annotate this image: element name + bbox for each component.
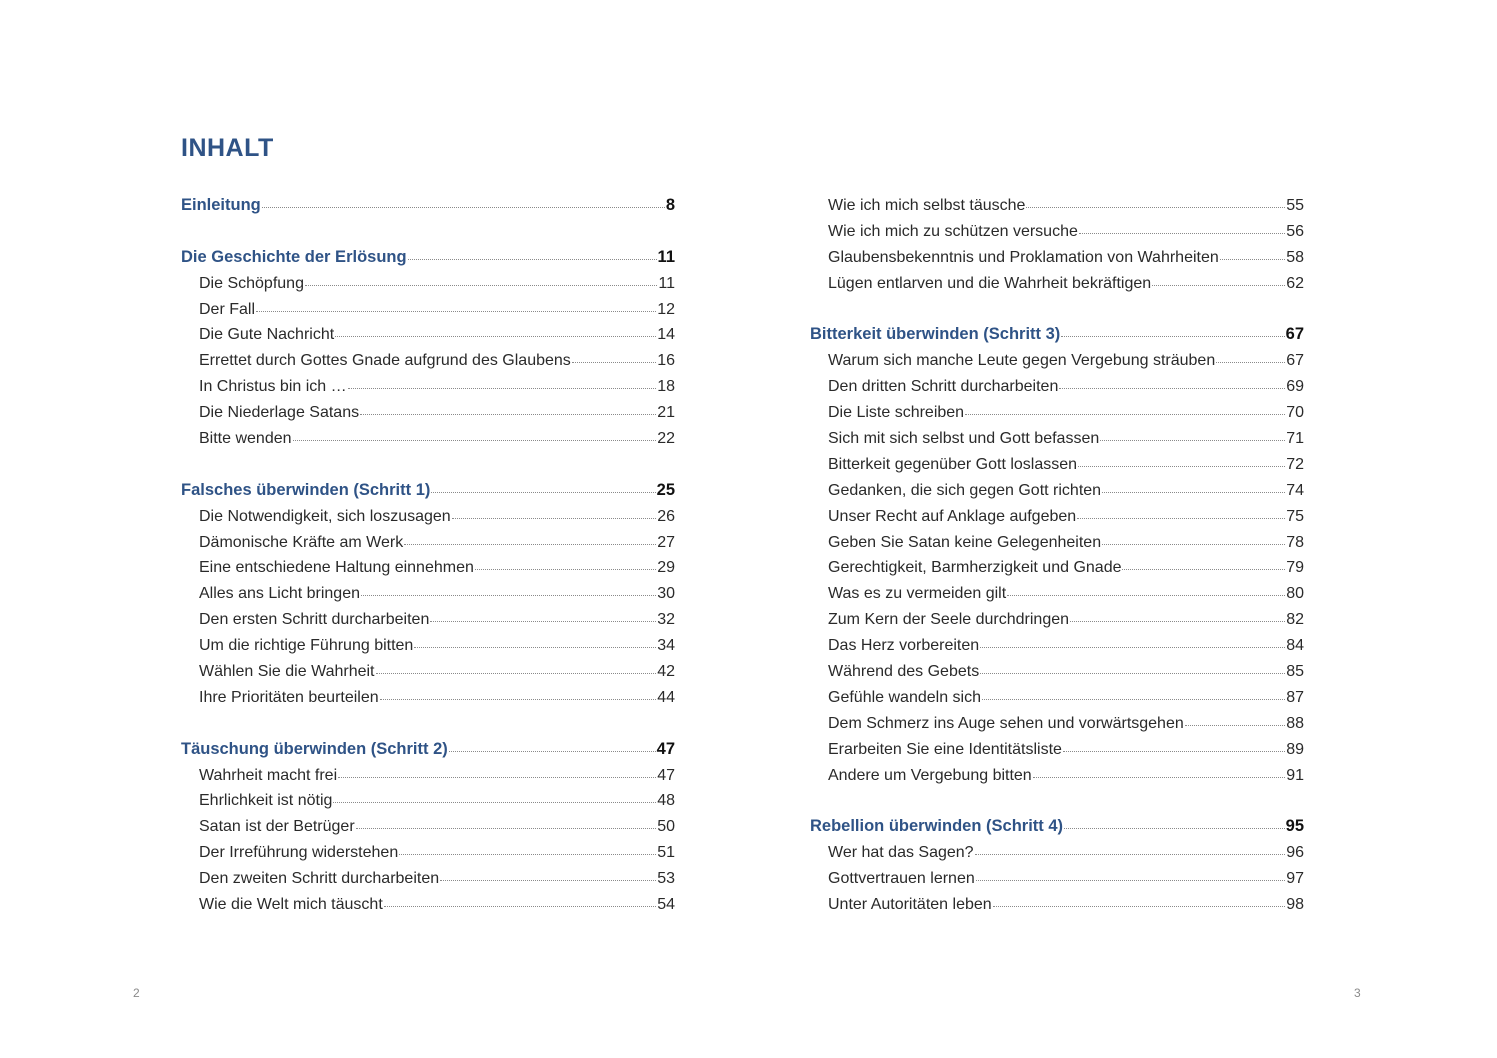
toc-section-entry[interactable]	[810, 219, 1304, 245]
toc-entry-label: Warum sich manche Leute gegen Vergebung sträuben	[828, 352, 1216, 370]
toc-chapter-entry[interactable]	[810, 814, 1304, 840]
toc-entry-label: Während des Gebets	[828, 663, 980, 681]
dot-leader	[305, 285, 657, 286]
toc-entry-label: Den dritten Schritt durcharbeiten	[828, 378, 1059, 396]
toc-entry-page: 72	[1286, 455, 1304, 473]
toc-entry-page: 47	[657, 766, 675, 784]
toc-entry-page: 54	[657, 896, 675, 914]
toc-section-entry[interactable]	[810, 840, 1304, 866]
dot-leader	[256, 311, 656, 312]
toc-entry-page: 82	[1286, 611, 1304, 629]
toc-section-entry[interactable]	[181, 892, 675, 918]
toc-entry-label: Das Herz vorbereiten	[828, 637, 980, 655]
toc-entry-page: 34	[657, 637, 675, 655]
toc-entry-label: Rebellion überwinden (Schritt 4)	[810, 817, 1064, 836]
toc-entry-label: Andere um Vergebung bitten	[828, 766, 1032, 784]
toc-entry-label: Die Niederlage Satans	[199, 404, 360, 422]
toc-entry-label: Gefühle wandeln sich	[828, 688, 981, 706]
dot-leader	[1102, 544, 1285, 545]
toc-spacer	[810, 788, 1304, 814]
toc-entry-page: 79	[1286, 559, 1304, 577]
dot-leader	[1064, 828, 1285, 829]
dot-leader	[348, 388, 657, 389]
toc-section-entry[interactable]	[810, 400, 1304, 426]
toc-entry-page: 89	[1286, 740, 1304, 758]
toc-entry-page: 97	[1286, 870, 1304, 888]
toc-entry-label: Den zweiten Schritt durcharbeiten	[199, 870, 440, 888]
toc-spacer	[181, 711, 675, 737]
toc-entry-page: 32	[657, 611, 675, 629]
toc-entry-page: 8	[665, 196, 675, 214]
dot-leader	[408, 259, 657, 260]
dot-leader	[384, 906, 656, 907]
toc-entry-page: 29	[657, 559, 675, 577]
toc-section-entry[interactable]	[181, 400, 675, 426]
dot-leader	[475, 569, 656, 570]
toc-section-entry[interactable]	[181, 581, 675, 607]
toc-entry-page: 18	[657, 378, 675, 396]
toc-entry-page: 14	[657, 326, 675, 344]
dot-leader	[452, 518, 657, 519]
toc-section-entry[interactable]	[810, 866, 1304, 892]
toc-entry-page: 12	[657, 300, 675, 318]
toc-section-entry[interactable]	[810, 659, 1304, 685]
toc-section-entry[interactable]	[810, 892, 1304, 918]
toc-entry-page: 51	[657, 844, 675, 862]
toc-entry-page: 62	[1286, 274, 1304, 292]
toc-entry-page: 55	[1286, 197, 1304, 214]
toc-entry-page: 48	[657, 792, 675, 810]
toc-section-entry[interactable]	[181, 814, 675, 840]
dot-leader	[976, 880, 1285, 881]
toc-section-entry[interactable]	[810, 478, 1304, 504]
toc-entry-label: Die Gute Nachricht	[199, 326, 335, 344]
dot-leader	[449, 751, 656, 752]
toc-section-entry[interactable]	[810, 555, 1304, 581]
toc-section-entry[interactable]	[181, 297, 675, 323]
toc-entry-label: Einleitung	[181, 196, 261, 214]
toc-entry-page: 67	[1285, 325, 1304, 344]
toc-entry-label: Gottvertrauen lernen	[828, 870, 975, 888]
toc-section-entry[interactable]	[810, 374, 1304, 400]
dot-leader	[1033, 777, 1286, 778]
toc-entry-label: Satan ist der Betrüger	[199, 818, 355, 836]
dot-leader	[431, 492, 655, 493]
dot-leader	[572, 362, 656, 363]
dot-leader	[1026, 207, 1285, 208]
dot-leader	[293, 440, 657, 441]
toc-spacer	[810, 297, 1304, 323]
toc-spacer	[181, 219, 675, 245]
toc-entry-page: 27	[657, 533, 675, 551]
toc-entry-label: Wahrheit macht frei	[199, 766, 338, 784]
toc-chapter-entry[interactable]	[181, 478, 675, 504]
toc-entry-label: Bitte wenden	[199, 430, 292, 448]
toc-entry-page: 11	[658, 274, 675, 292]
toc-section-entry[interactable]	[181, 788, 675, 814]
dot-leader	[1216, 362, 1285, 363]
dot-leader	[376, 673, 657, 674]
toc-entry-label: Glaubensbekenntnis und Proklamation von Wahrheiten	[828, 248, 1219, 266]
dot-leader	[1077, 518, 1285, 519]
toc-entry-label: Die Geschichte der Erlösung	[181, 247, 407, 266]
toc-entry-label: Täuschung überwinden (Schritt 2)	[181, 739, 448, 758]
toc-entry-page: 42	[657, 663, 675, 681]
dot-leader	[440, 880, 656, 881]
toc-section-entry[interactable]	[810, 504, 1304, 530]
dot-leader	[356, 828, 657, 829]
toc-entry-page: 53	[657, 870, 675, 888]
dot-leader	[1078, 466, 1285, 467]
toc-entry-label: Alles ans Licht bringen	[199, 585, 360, 603]
toc-entry-page: 80	[1286, 585, 1304, 603]
dot-leader	[360, 414, 656, 415]
toc-entry-page: 70	[1286, 404, 1304, 422]
toc-spacer	[181, 452, 675, 478]
page-number-left: 2	[133, 986, 140, 1000]
toc-section-entry[interactable]	[181, 685, 675, 711]
dot-leader	[965, 414, 1285, 415]
toc-entry-page: 50	[657, 818, 675, 836]
dot-leader	[404, 544, 656, 545]
toc-section-entry[interactable]	[181, 840, 675, 866]
toc-section-entry[interactable]	[181, 633, 675, 659]
dot-leader	[982, 699, 1285, 700]
dot-leader	[1063, 751, 1285, 752]
toc-entry-page: 91	[1286, 766, 1304, 784]
toc-section-entry[interactable]	[181, 555, 675, 581]
toc-entry-page: 21	[657, 404, 675, 422]
toc-entry-page: 88	[1286, 714, 1304, 732]
toc-section-entry[interactable]	[181, 322, 675, 348]
dot-leader	[1100, 440, 1285, 441]
toc-chapter-entry[interactable]	[181, 737, 675, 763]
toc-entry-page: 95	[1285, 817, 1304, 836]
toc-entry-page: 74	[1286, 481, 1304, 499]
dot-leader	[1185, 725, 1285, 726]
dot-leader	[1007, 595, 1285, 596]
toc-column-left	[181, 193, 675, 918]
toc-entry-label: Dämonische Kräfte am Werk	[199, 533, 404, 551]
dot-leader	[1102, 492, 1285, 493]
toc-section-entry[interactable]	[181, 607, 675, 633]
toc-section-entry[interactable]	[810, 763, 1304, 789]
toc-entry-label: Bitterkeit überwinden (Schritt 3)	[810, 325, 1061, 344]
dot-leader	[1061, 336, 1284, 337]
toc-entry-label: Bitterkeit gegenüber Gott loslassen	[828, 455, 1078, 473]
page-title: INHALT	[181, 134, 274, 162]
toc-section-entry[interactable]	[810, 348, 1304, 374]
toc-entry-label: Unter Autoritäten leben	[828, 896, 992, 914]
toc-column-right	[810, 193, 1304, 918]
toc-entry-label: Erarbeiten Sie eine Identitätsliste	[828, 740, 1062, 758]
toc-section-entry[interactable]	[181, 348, 675, 374]
dot-leader	[1079, 233, 1285, 234]
toc-chapter-entry[interactable]	[181, 245, 675, 271]
dot-leader	[414, 647, 656, 648]
toc-entry-page: 30	[657, 585, 675, 603]
toc-entry-page: 85	[1286, 663, 1304, 681]
toc-section-entry[interactable]	[810, 193, 1304, 219]
toc-section-entry[interactable]	[810, 581, 1304, 607]
toc-section-entry[interactable]	[810, 633, 1304, 659]
toc-entry-label: Sich mit sich selbst und Gott befassen	[828, 430, 1100, 448]
toc-entry-label: Lügen entlarven und die Wahrheit bekräftigen	[828, 274, 1152, 292]
toc-entry-label: Den ersten Schritt durcharbeiten	[199, 611, 430, 629]
toc-chapter-entry[interactable]	[810, 322, 1304, 348]
toc-entry-label: Die Notwendigkeit, sich loszusagen	[199, 507, 451, 525]
toc-section-entry[interactable]	[810, 685, 1304, 711]
toc-entry-label: Der Fall	[199, 300, 256, 318]
toc-entry-page: 96	[1286, 844, 1304, 862]
toc-entry-label: In Christus bin ich …	[199, 378, 347, 396]
dot-leader	[399, 854, 656, 855]
toc-entry-page: 44	[657, 688, 675, 706]
toc-entry-page: 67	[1286, 352, 1304, 370]
dot-leader	[380, 699, 657, 700]
dot-leader	[993, 906, 1286, 907]
toc-section-entry[interactable]	[810, 245, 1304, 271]
dot-leader	[335, 336, 656, 337]
dot-leader	[1059, 388, 1285, 389]
toc-entry-label: Die Liste schreiben	[828, 404, 965, 422]
toc-entry-page: 84	[1286, 637, 1304, 655]
toc-entry-label: Errettet durch Gottes Gnade aufgrund des Glaubens	[199, 352, 571, 370]
toc-entry-label: Falsches überwinden (Schritt 1)	[181, 480, 431, 499]
toc-entry-page: 16	[657, 352, 675, 370]
dot-leader	[1152, 285, 1285, 286]
toc-entry-label: Wie ich mich selbst täusche	[828, 197, 1026, 214]
toc-entry-label: Eine entschiedene Haltung einnehmen	[199, 559, 474, 577]
dot-leader	[430, 621, 656, 622]
dot-leader	[338, 777, 656, 778]
toc-section-entry[interactable]	[810, 452, 1304, 478]
toc-entry-label: Wer hat das Sagen?	[828, 844, 974, 862]
toc-entry-page: 69	[1286, 378, 1304, 396]
toc-section-entry[interactable]	[810, 711, 1304, 737]
toc-entry-page: 26	[657, 507, 675, 525]
toc-section-entry[interactable]	[181, 763, 675, 789]
toc-entry-label: Dem Schmerz ins Auge sehen und vorwärtsgehen	[828, 714, 1184, 732]
toc-entry-page: 75	[1286, 507, 1304, 525]
toc-entry-label: Geben Sie Satan keine Gelegenheiten	[828, 533, 1102, 551]
dot-leader	[1220, 259, 1285, 260]
toc-section-entry[interactable]	[810, 530, 1304, 556]
toc-entry-page: 22	[657, 430, 675, 448]
toc-entry-label: Um die richtige Führung bitten	[199, 637, 414, 655]
toc-section-entry[interactable]	[810, 737, 1304, 763]
toc-entry-page: 78	[1286, 533, 1304, 551]
toc-section-entry[interactable]	[181, 374, 675, 400]
toc-entry-label: Die Schöpfung	[199, 274, 304, 292]
toc-entry-label: Wie ich mich zu schützen versuche	[828, 222, 1078, 240]
dot-leader	[1070, 621, 1285, 622]
toc-section-entry[interactable]	[181, 504, 675, 530]
toc-entry-page: 87	[1286, 688, 1304, 706]
dot-leader	[1122, 569, 1285, 570]
toc-section-entry[interactable]	[181, 659, 675, 685]
dot-leader	[333, 802, 656, 803]
toc-entry-label: Wählen Sie die Wahrheit	[199, 663, 375, 681]
dot-leader	[975, 854, 1286, 855]
toc-entry-label: Wie die Welt mich täuscht	[199, 896, 383, 914]
toc-entry-label: Ehrlichkeit ist nötig	[199, 792, 333, 810]
toc-entry-page: 98	[1286, 896, 1304, 914]
toc-entry-label: Was es zu vermeiden gilt	[828, 585, 1007, 603]
toc-section-entry[interactable]	[810, 426, 1304, 452]
toc-section-entry[interactable]	[181, 271, 675, 297]
dot-leader	[980, 673, 1285, 674]
toc-entry-label: Unser Recht auf Anklage aufgeben	[828, 507, 1077, 525]
toc-section-entry[interactable]	[181, 530, 675, 556]
toc-entry-page: 58	[1286, 248, 1304, 266]
dot-leader	[262, 207, 665, 208]
toc-section-entry[interactable]	[810, 607, 1304, 633]
page-number-right: 3	[1354, 986, 1361, 1000]
toc-entry-label: Gedanken, die sich gegen Gott richten	[828, 481, 1102, 499]
toc-entry-label: Der Irreführung widerstehen	[199, 844, 399, 862]
toc-entry-label: Gerechtigkeit, Barmherzigkeit und Gnade	[828, 559, 1122, 577]
toc-entry-label: Zum Kern der Seele durchdringen	[828, 611, 1070, 629]
dot-leader	[980, 647, 1285, 648]
toc-entry-page: 25	[656, 480, 675, 499]
dot-leader	[361, 595, 656, 596]
toc-chapter-entry[interactable]	[181, 193, 675, 219]
toc-section-entry[interactable]	[810, 271, 1304, 297]
toc-entry-page: 11	[657, 247, 675, 266]
toc-entry-label: Ihre Prioritäten beurteilen	[199, 688, 379, 706]
toc-entry-page: 47	[656, 739, 675, 758]
toc-section-entry[interactable]	[181, 866, 675, 892]
toc-entry-page: 71	[1286, 430, 1304, 448]
toc-entry-page: 56	[1286, 222, 1304, 240]
toc-section-entry[interactable]	[181, 426, 675, 452]
